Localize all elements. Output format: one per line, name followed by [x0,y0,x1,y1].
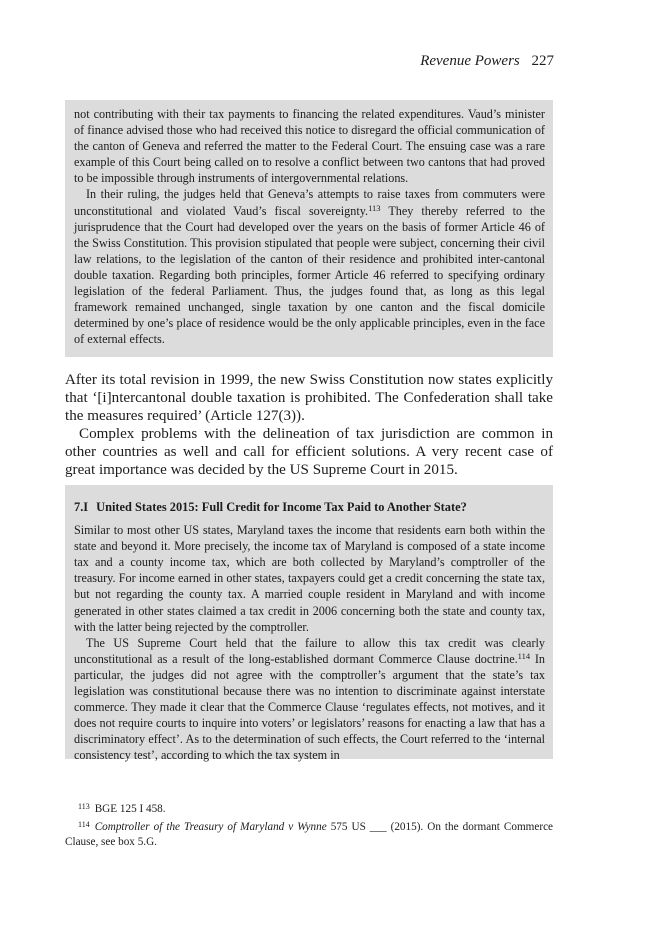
main-text [65,372,553,479]
case-box-united-states [65,485,553,763]
footnote-114-case-name: Comptroller of the Treasury of Maryland v Wynne [94,821,327,834]
box2-paragraph-2-text-a: The US Supreme Court held that the failure to allow this tax credit was clearly unconstitutional as a result of the long-established dormant Commerce Clause doctrine. [74,635,545,666]
main-paragraph-1: After its total revision in 1999, the new Swiss Constitution now states explicitly that ‘[i]ntercantonal double taxation is prohibited. The Confederation shall take the measures required’ (Article 127(3)). [65,372,553,424]
footnote-113 [65,799,553,817]
footnote-ref-113[interactable]: 113 [368,202,381,213]
page-number: 227 [531,53,554,69]
box2-paragraph-2-text-b: In particular, the judges did not agree with the comptroller’s argument that the state’s tax legislation was constitutional because there was no intention to discriminate against interstate commerce. They made it clear that the Commerce Clause ‘regulates effects, not motives, and it does not require courts to inquire into voters’ or legislators’ reasons for enacting a law that has a discriminatory effect’. As to the determination of such effects, the Court referred to the ‘internal consistency test’, according to which the tax system in [74,651,545,763]
footnote-114-text: 575 US ___ (2015). On the dormant Commerce Clause, see box 5.G. [65,821,553,849]
box2-heading [74,499,545,515]
box1-paragraph-2-text-b: They thereby referred to the jurisprudence that the Court had developed over the years on the basis of former Article 46 of the Swiss Constitution. This provision stipulated that people were subject, concerning their civil law relations, to the legislation of the canton of their residence and prohibited inter-cantonal double taxation. Regarding both principles, former Article 46 referred to specifying ordinary legislation of the federal Parliament. Thus, the judges found that, as long as this legal framework remained unchanged, single taxation by one canton and the fiscal domicile determined by one’s place of residence would be the only applicable principles, even in the face of external effects. [74,203,545,347]
footnote-ref-114[interactable]: 114 [517,650,531,661]
box1-paragraph-1: not contributing with their tax payments to financing the related expenditures. Vaud’s minister of finance advised those who had received this notice to disregard the official communication of the canton of Geneva and referred the matter to the Federal Court. The ensuing case was a rare example of this Court being called on to resolve a conflict between two cantons that had proved to be impossible through instruments of intergovernmental relations. [74,107,545,186]
main-paragraph-2: Complex problems with the delineation of tax jurisdiction are common in other countries as well and call for efficient solutions. A very recent case of great importance was decided by the US Supreme Court in 2015. [65,425,553,478]
box1-paragraph-2-text-a: In their ruling, the judges held that Geneva’s attempts to raise taxes from commuters were unconstitutional and violated Vaud’s fiscal sovereignty. [74,187,545,218]
box2-title: United States 2015: Full Credit for Income Tax Paid to Another State? [96,500,467,514]
running-head-title: Revenue Powers [420,53,520,69]
box2-number: 7.I [74,500,89,514]
case-box-geneva-vaud [65,100,553,357]
footnote-114 [65,817,553,850]
box1-paragraph-2 [74,186,545,347]
footnote-114-number: 114 [78,820,90,830]
box2-paragraph-1: Similar to most other US states, Maryland taxes the income that residents earn both within the state and beyond it. More precisely, the income tax of Maryland is composed of a state income tax and a county income tax, which are both collected by Maryland’s comptroller of the treasury. For income earned in other states, taxpayers could get a credit concerning the state tax, but not regarding the county tax. A married couple resident in Maryland and with income generated in other states claimed a tax credit in 2006 concerning both the state and county tax, with the latter being rejected by the comptroller. [74,523,545,634]
footnote-113-text: BGE 125 I 458. [94,803,166,815]
footnotes [65,799,553,851]
running-head [420,53,554,70]
box2-paragraph-2 [74,635,545,764]
footnote-113-number: 113 [78,802,90,811]
